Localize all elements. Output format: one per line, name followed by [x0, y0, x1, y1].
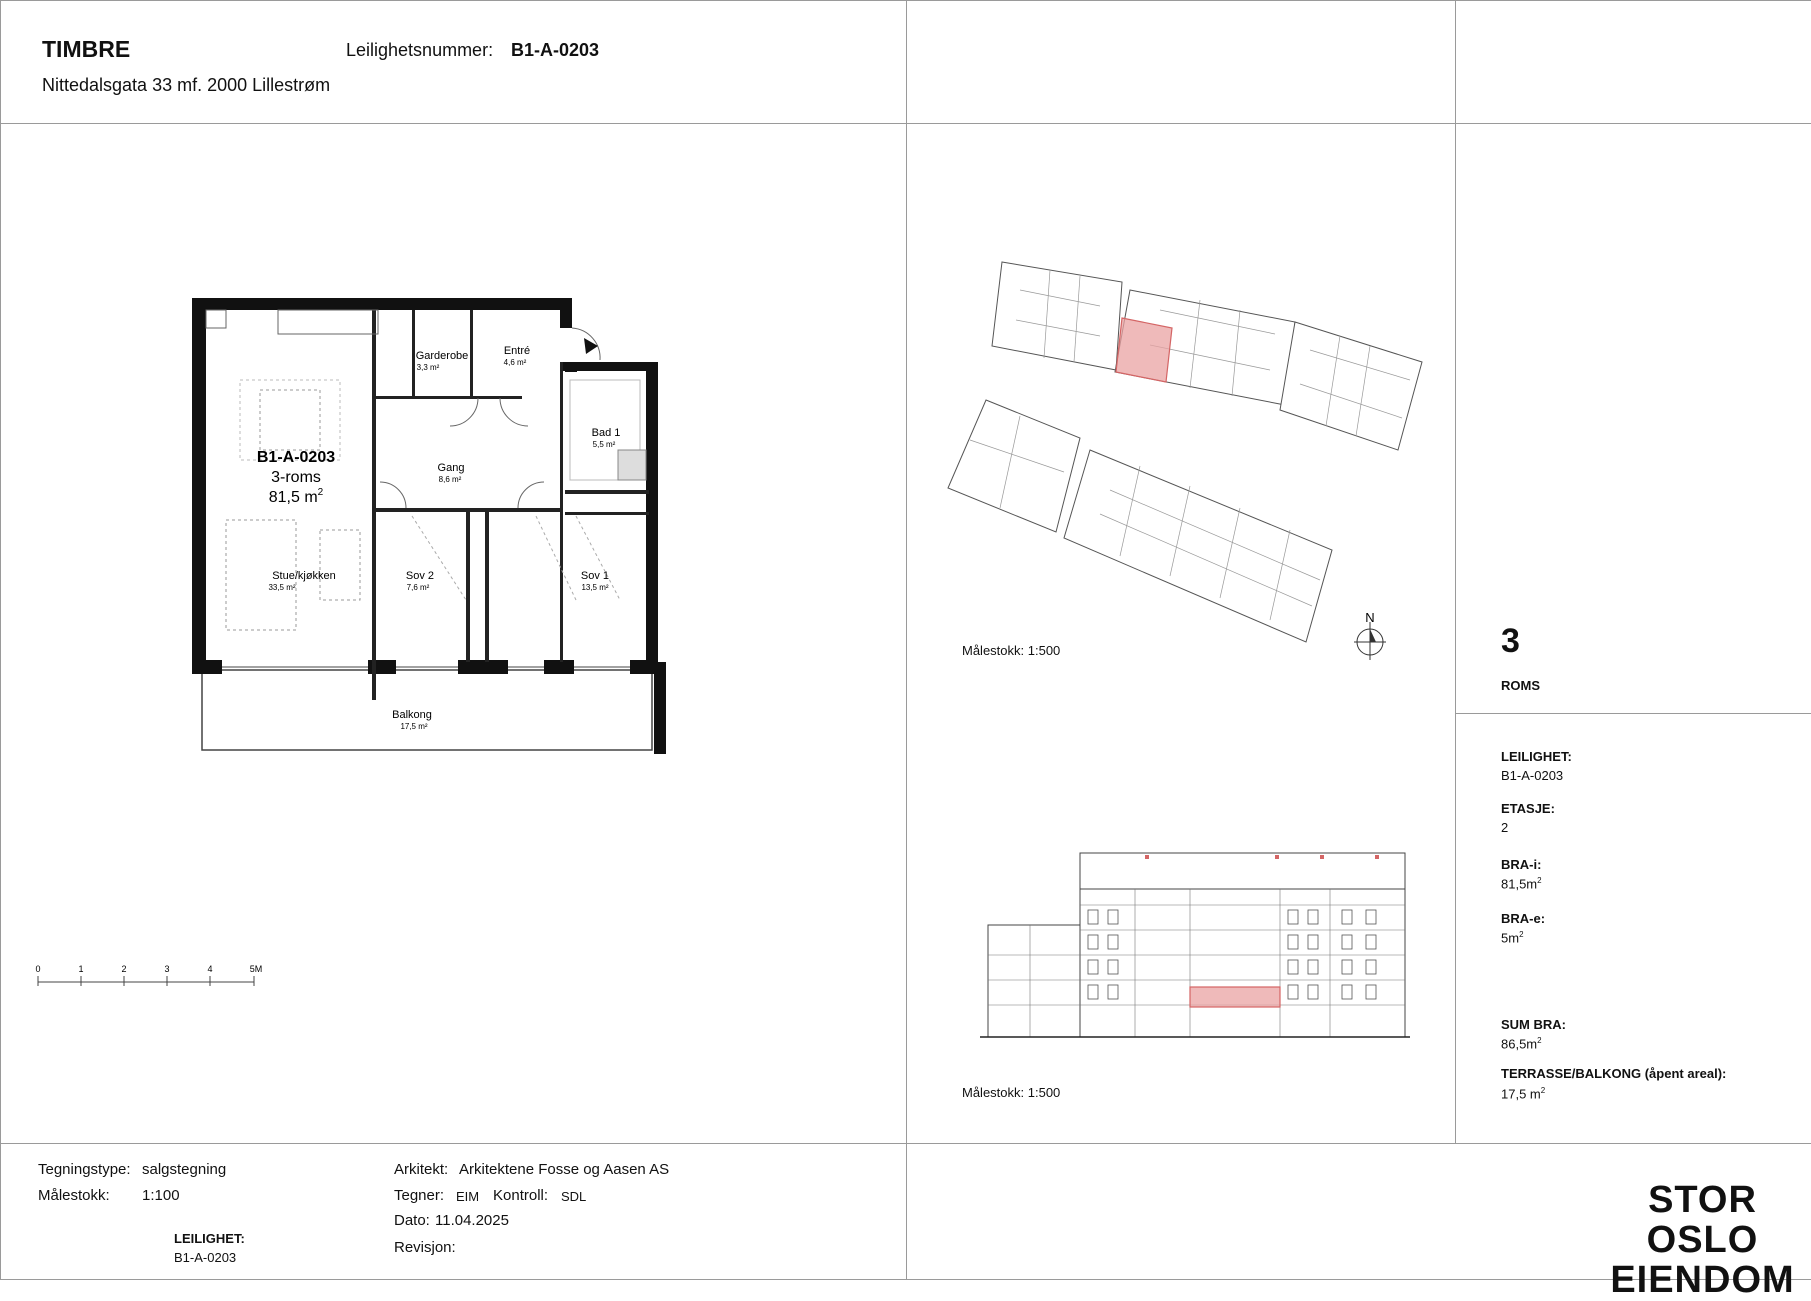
room-name: Garderobe — [415, 350, 469, 362]
wall-south-3 — [458, 660, 508, 674]
site-plan-scale: Målestokk: 1:500 — [962, 643, 1061, 658]
project-title: TIMBRE — [42, 36, 131, 62]
room-name: Entré — [503, 345, 531, 357]
room-name: Sov 2 — [405, 570, 435, 582]
wall-south-5 — [630, 660, 658, 674]
summary-label-terrasse: TERRASSE/BALKONG (åpent areal): — [1501, 1066, 1727, 1081]
room-area: 17,5 m² — [400, 722, 428, 731]
wall-south-4 — [544, 660, 574, 674]
column-divider-2 — [1455, 0, 1456, 1143]
summary-divider — [1455, 713, 1811, 714]
room-name: Sov 1 — [580, 570, 610, 582]
project-address: Nittedalsgata 33 mf. 2000 Lillestrøm — [42, 75, 331, 95]
floor-plan — [180, 290, 690, 770]
footer-drawing-type-value: salgstegning — [142, 1161, 227, 1178]
unit-area-label: 81,5 $m^2$ — [268, 487, 324, 506]
site-plan — [940, 250, 1440, 670]
room-count-label: ROMS — [1501, 678, 1540, 693]
scale-bar — [30, 960, 270, 990]
room-area: 8,6 m² — [438, 475, 462, 484]
footer-scale-label: Målestokk: — [38, 1187, 110, 1204]
summary-value-etasje: 2 — [1501, 820, 1509, 835]
room-area: 13,5 m² — [581, 583, 609, 592]
room-sov-2 — [406, 570, 434, 592]
footer-drawer-label: Tegner: — [394, 1187, 445, 1204]
room-balkong — [392, 709, 432, 731]
unit-number-value: B1-A-0203 — [511, 40, 600, 60]
room-name: Balkong — [392, 709, 432, 721]
room-stue-kjokken — [268, 570, 335, 592]
unit-number-label: Leilighetsnummer: — [346, 40, 494, 60]
footer-architect-label: Arkitekt: — [394, 1161, 449, 1178]
column-divider-1 — [906, 0, 907, 1280]
room-area: 7,6 m² — [406, 583, 430, 592]
footer-drawing-type-label: Tegningstype: — [38, 1161, 131, 1178]
summary-label-bra-i: BRA-i: — [1501, 857, 1542, 872]
footer-scale-value: 1:100 — [142, 1187, 180, 1204]
footer-unit-label: LEILIGHET: — [174, 1231, 245, 1246]
company-logo — [1594, 1180, 1811, 1300]
elevation-scale: Målestokk: 1:500 — [962, 1085, 1061, 1100]
wall-north-entry — [560, 298, 572, 328]
room-area: 5,5 m² — [592, 440, 616, 449]
north-arrow-icon — [1354, 622, 1386, 660]
footer-drawer-value: EIM — [456, 1189, 480, 1204]
unit-type-label: 3-roms — [271, 469, 321, 486]
room-sov-1 — [581, 570, 609, 592]
footer-architect-value: Arkitektene Fosse og Aasen AS — [459, 1161, 670, 1178]
summary-value-terrasse: 17,5 $m^2$ — [1501, 1086, 1546, 1102]
room-name: Gang — [437, 462, 465, 474]
wall-east-balcony — [654, 662, 666, 754]
footer-revision-label: Revisjon: — [394, 1239, 456, 1256]
elevation-view — [970, 845, 1420, 1045]
summary-label-etasje: ETASJE: — [1501, 801, 1555, 816]
wall-south-1 — [192, 660, 222, 674]
summary-value-leilighet: B1-A-0203 — [1501, 768, 1564, 783]
summary-label-sum-bra: SUM BRA: — [1501, 1017, 1566, 1032]
room-name: Stue/kjøkken — [272, 570, 336, 582]
room-gang — [438, 462, 465, 484]
room-area: 33,5 m² — [268, 583, 296, 592]
footer-control-label: Kontroll: — [493, 1187, 549, 1204]
scale-tick: 4 — [207, 964, 213, 974]
scale-tick: 3 — [164, 964, 170, 974]
footer-control-value: SDL — [561, 1189, 587, 1204]
scale-tick: 1 — [78, 964, 84, 974]
highlighted-unit-site — [1116, 318, 1172, 382]
scale-tick: 5M — [249, 964, 263, 974]
summary-value-bra-e: $5m^2$ — [1501, 930, 1524, 946]
wall-west — [192, 298, 206, 670]
logo-line-1: STOR OSLO — [1646, 1179, 1759, 1261]
unit-id-label: B1-A-0203 — [256, 449, 336, 466]
wall-north — [192, 298, 572, 310]
summary-value-sum-bra: $86,5m^2$ — [1501, 1036, 1542, 1052]
north-label: N — [1365, 610, 1375, 625]
scale-tick: 2 — [121, 964, 127, 974]
footer-date-label: Dato: — [394, 1212, 430, 1229]
footer-date-value: 11.04.2025 — [435, 1212, 509, 1229]
room-bad-1 — [592, 427, 621, 449]
summary-label-bra-e: BRA-e: — [1501, 911, 1546, 926]
room-area: 4,6 m² — [503, 358, 527, 367]
highlighted-unit-elevation — [1190, 987, 1280, 1007]
room-area: 3,3 m² — [416, 363, 440, 372]
summary-value-bra-i: $81,5m^2$ — [1501, 876, 1542, 892]
room-entre — [504, 345, 530, 367]
room-garderobe — [416, 350, 469, 372]
room-name: Bad 1 — [591, 427, 621, 439]
frame-left — [0, 0, 1, 1280]
room-count: 3 — [1501, 622, 1520, 660]
wall-north-bath — [560, 362, 656, 371]
logo-line-2: EIENDOM — [1610, 1259, 1795, 1301]
footer-unit-value: B1-A-0203 — [174, 1250, 237, 1265]
summary-label-leilighet: LEILIGHET: — [1501, 749, 1572, 764]
scale-tick: 0 — [35, 964, 41, 974]
